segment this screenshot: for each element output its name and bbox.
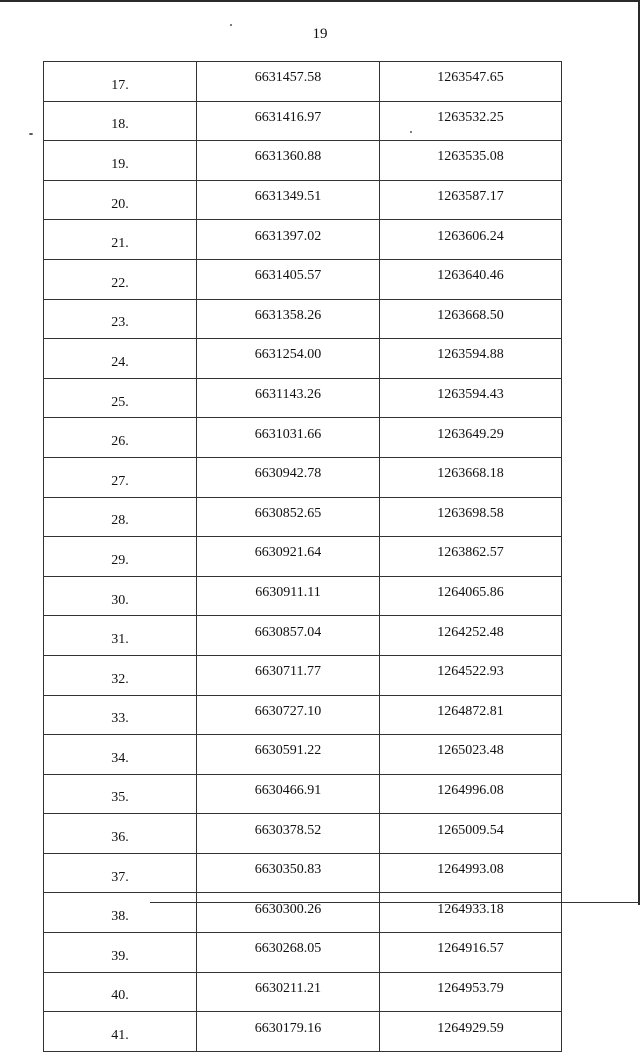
- y-coordinate-cell: 1265023.48: [380, 735, 562, 775]
- x-coordinate-cell: 6631254.00: [197, 339, 380, 379]
- point-number-cell: 24.: [44, 339, 197, 379]
- x-coordinate-cell: 6631457.58: [197, 62, 380, 102]
- x-coordinate-cell: 6631416.97: [197, 101, 380, 141]
- table-row: [44, 616, 562, 656]
- table-row: [44, 497, 562, 537]
- point-number-cell: 36.: [44, 814, 197, 854]
- y-coordinate-cell: 1263594.88: [380, 339, 562, 379]
- x-coordinate-cell: 6630211.21: [197, 972, 380, 1012]
- point-number-cell: 19.: [44, 141, 197, 181]
- y-coordinate-cell: 1264929.59: [380, 1012, 562, 1052]
- x-coordinate-cell: 6630466.91: [197, 774, 380, 814]
- point-number-cell: 41.: [44, 1012, 197, 1052]
- table-row: [44, 299, 562, 339]
- x-coordinate-cell: 6630857.04: [197, 616, 380, 656]
- x-coordinate-cell: 6631397.02: [197, 220, 380, 260]
- point-number-cell: 40.: [44, 972, 197, 1012]
- x-coordinate-cell: 6630378.52: [197, 814, 380, 854]
- table-row: [44, 141, 562, 181]
- y-coordinate-cell: 1264916.57: [380, 933, 562, 973]
- x-coordinate-cell: 6631405.57: [197, 259, 380, 299]
- y-coordinate-cell: 1263649.29: [380, 418, 562, 458]
- y-coordinate-cell: 1263547.65: [380, 62, 562, 102]
- point-number-cell: 31.: [44, 616, 197, 656]
- x-coordinate-cell: 6630942.78: [197, 457, 380, 497]
- scan-speck: [29, 133, 33, 135]
- y-coordinate-cell: 1263594.43: [380, 378, 562, 418]
- y-coordinate-cell: 1263640.46: [380, 259, 562, 299]
- table-row: [44, 695, 562, 735]
- point-number-cell: 20.: [44, 180, 197, 220]
- x-coordinate-cell: 6630300.26: [197, 893, 380, 933]
- x-coordinate-cell: 6631143.26: [197, 378, 380, 418]
- table-row: [44, 259, 562, 299]
- x-coordinate-cell: 6630350.83: [197, 853, 380, 893]
- point-number-cell: 23.: [44, 299, 197, 339]
- table-row: [44, 378, 562, 418]
- y-coordinate-cell: 1264522.93: [380, 655, 562, 695]
- y-coordinate-cell: 1263587.17: [380, 180, 562, 220]
- table-row: [44, 180, 562, 220]
- y-coordinate-cell: 1263862.57: [380, 537, 562, 577]
- point-number-cell: 26.: [44, 418, 197, 458]
- x-coordinate-cell: 6630591.22: [197, 735, 380, 775]
- point-number-cell: 33.: [44, 695, 197, 735]
- y-coordinate-cell: 1263532.25: [380, 101, 562, 141]
- x-coordinate-cell: 6631358.26: [197, 299, 380, 339]
- table-row: [44, 457, 562, 497]
- y-coordinate-cell: 1265009.54: [380, 814, 562, 854]
- page-number: 19: [312, 26, 328, 42]
- point-number-cell: 27.: [44, 457, 197, 497]
- table-row: [44, 537, 562, 577]
- table-row: [44, 576, 562, 616]
- table-row: [44, 418, 562, 458]
- y-coordinate-cell: 1263668.50: [380, 299, 562, 339]
- point-number-cell: 21.: [44, 220, 197, 260]
- y-coordinate-cell: 1263606.24: [380, 220, 562, 260]
- y-coordinate-cell: 1264993.08: [380, 853, 562, 893]
- table-row: [44, 339, 562, 379]
- y-coordinate-cell: 1264933.18: [380, 893, 562, 933]
- y-coordinate-cell: 1264996.08: [380, 774, 562, 814]
- x-coordinate-cell: 6630911.11: [197, 576, 380, 616]
- coordinates-table: [43, 61, 562, 1052]
- y-coordinate-cell: 1264065.86: [380, 576, 562, 616]
- table-row: [44, 972, 562, 1012]
- table-row: [44, 735, 562, 775]
- scan-edge-top: [0, 0, 640, 2]
- point-number-cell: 39.: [44, 933, 197, 973]
- x-coordinate-cell: 6630268.05: [197, 933, 380, 973]
- point-number-cell: 37.: [44, 853, 197, 893]
- y-coordinate-cell: 1264252.48: [380, 616, 562, 656]
- table-row: [44, 893, 562, 933]
- table-row: [44, 814, 562, 854]
- table-row: [44, 62, 562, 102]
- point-number-cell: 25.: [44, 378, 197, 418]
- table-row: [44, 1012, 562, 1052]
- table-row: [44, 853, 562, 893]
- coordinates-table-body: [44, 62, 562, 1052]
- point-number-cell: 22.: [44, 259, 197, 299]
- table-row: [44, 220, 562, 260]
- y-coordinate-cell: 1263698.58: [380, 497, 562, 537]
- y-coordinate-cell: 1264953.79: [380, 972, 562, 1012]
- table-row: [44, 101, 562, 141]
- x-coordinate-cell: 6631360.88: [197, 141, 380, 181]
- x-coordinate-cell: 6630711.77: [197, 655, 380, 695]
- point-number-cell: 18.: [44, 101, 197, 141]
- x-coordinate-cell: 6631031.66: [197, 418, 380, 458]
- point-number-cell: 28.: [44, 497, 197, 537]
- x-coordinate-cell: 6630921.64: [197, 537, 380, 577]
- x-coordinate-cell: 6630179.16: [197, 1012, 380, 1052]
- point-number-cell: 38.: [44, 893, 197, 933]
- point-number-cell: 29.: [44, 537, 197, 577]
- y-coordinate-cell: 1264872.81: [380, 695, 562, 735]
- table-row: [44, 774, 562, 814]
- x-coordinate-cell: 6630852.65: [197, 497, 380, 537]
- point-number-cell: 30.: [44, 576, 197, 616]
- point-number-cell: 32.: [44, 655, 197, 695]
- point-number-cell: 34.: [44, 735, 197, 775]
- table-row: [44, 655, 562, 695]
- table-row: [44, 933, 562, 973]
- x-coordinate-cell: 6630727.10: [197, 695, 380, 735]
- x-coordinate-cell: 6631349.51: [197, 180, 380, 220]
- point-number-cell: 17.: [44, 62, 197, 102]
- point-number-cell: 35.: [44, 774, 197, 814]
- y-coordinate-cell: 1263668.18: [380, 457, 562, 497]
- y-coordinate-cell: 1263535.08: [380, 141, 562, 181]
